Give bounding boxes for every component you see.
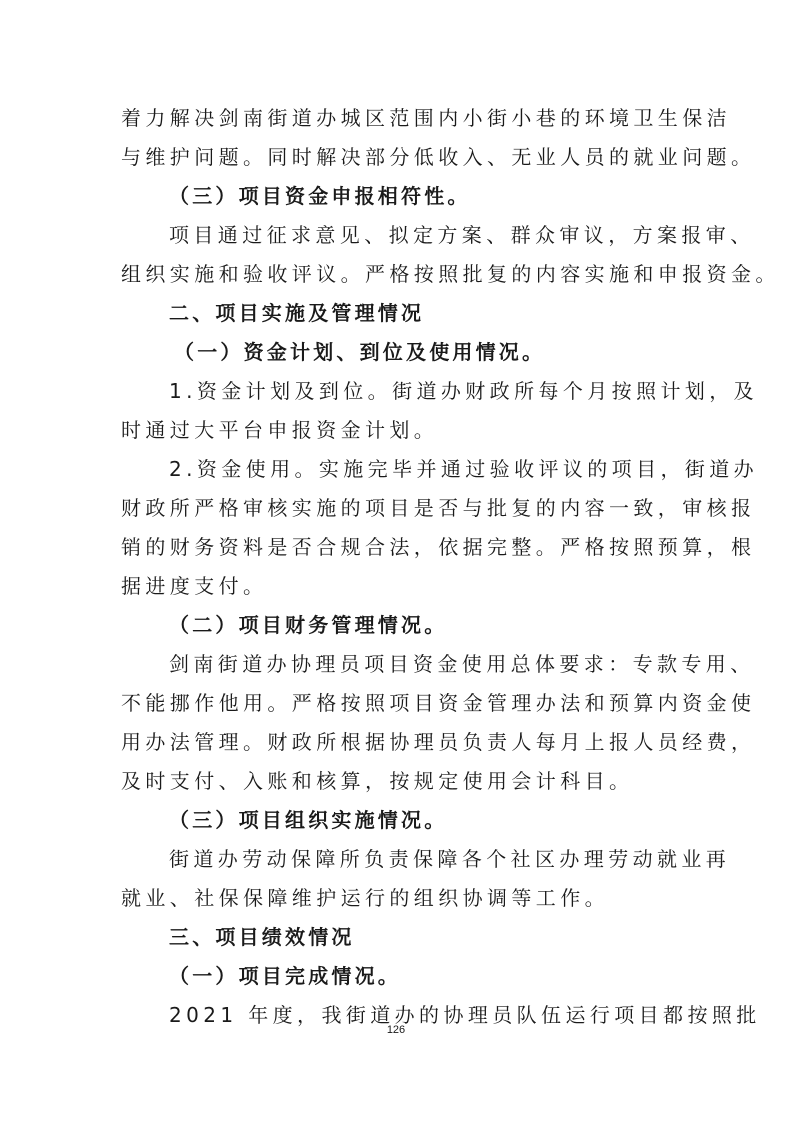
subsection-heading: （二）项目财务管理情况。 — [169, 613, 448, 637]
body-text-line: 着力解决剑南街道办城区范围内小街小巷的环境卫生保洁 — [121, 106, 731, 130]
subsection-heading: （一）资金计划、到位及使用情况。 — [174, 340, 546, 364]
body-text-line: 剑南街道办协理员项目资金使用总体要求：专款专用、 — [169, 652, 755, 676]
body-text-line: 就业、社保保障维护运行的组织协调等工作。 — [121, 886, 609, 910]
body-text-line: 销的财务资料是否合规合法，依据完整。严格按照预算，根 — [121, 535, 756, 559]
section-heading: 二、项目实施及管理情况 — [169, 301, 425, 325]
body-text-line: 用办法管理。财政所根据协理员负责人每月上报人员经费， — [121, 730, 756, 754]
body-text-line: 财政所严格审核实施的项目是否与批复的内容一致，审核报 — [121, 496, 756, 520]
body-text-line: 项目通过征求意见、拟定方案、群众审议，方案报审、 — [169, 223, 755, 247]
body-text-line: 2.资金使用。实施完毕并通过验收评议的项目，街道办 — [169, 457, 759, 481]
body-text-line: 组织实施和验收评议。严格按照批复的内容实施和申报资金。 — [121, 262, 780, 286]
body-text-line: 街道办劳动保障所负责保障各个社区办理劳动就业再 — [169, 847, 731, 871]
subsection-heading: （三）项目组织实施情况。 — [169, 808, 448, 832]
body-text-line: 及时支付、入账和核算，按规定使用会计科目。 — [121, 769, 634, 793]
body-text-line: 不能挪作他用。严格按照项目资金管理办法和预算内资金使 — [121, 691, 756, 715]
subsection-heading: （一）项目完成情况。 — [169, 964, 401, 988]
body-text-line: 2021 年度，我街道办的协理员队伍运行项目都按照批 — [169, 1003, 761, 1027]
subsection-heading: （三）项目资金申报相符性。 — [169, 184, 471, 208]
page-number: 126 — [386, 1024, 406, 1036]
section-heading: 三、项目绩效情况 — [169, 925, 355, 949]
body-text-line: 时通过大平台申报资金计划。 — [121, 418, 439, 442]
body-text-line: 据进度支付。 — [121, 574, 268, 598]
body-text-line: 1.资金计划及到位。街道办财政所每个月按照计划，及 — [169, 379, 759, 403]
body-text-line: 与维护问题。同时解决部分低收入、无业人员的就业问题。 — [121, 145, 756, 169]
